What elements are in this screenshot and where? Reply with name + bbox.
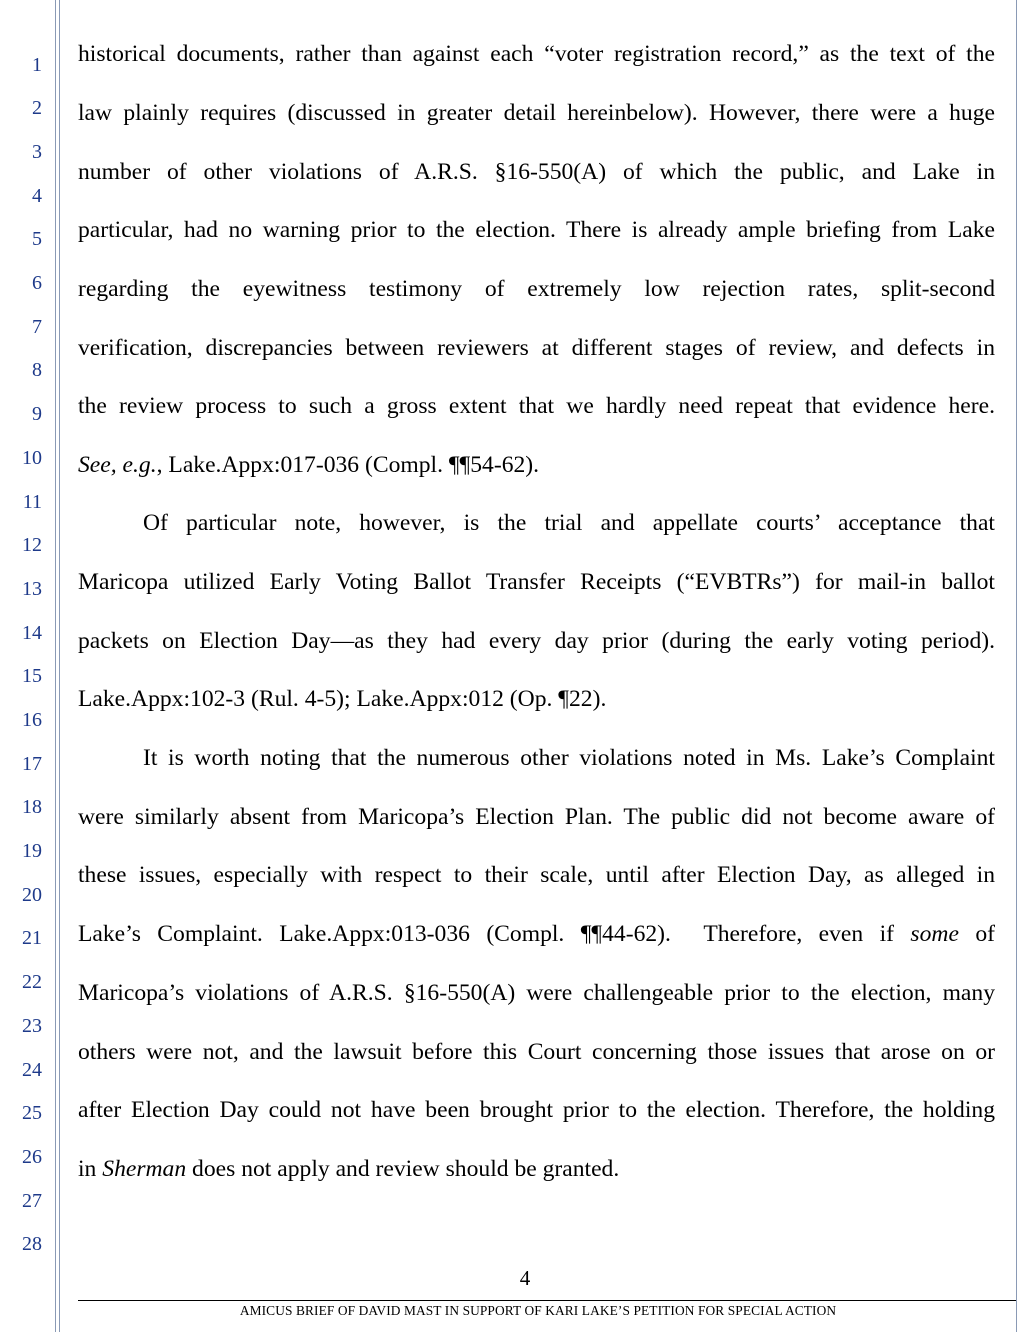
line-number: 26 — [22, 1146, 42, 1168]
line-number: 20 — [22, 884, 42, 906]
text-run: of — [958, 921, 995, 947]
text-line: the review process to such a gross extent that we hardly need repeat that evidence here. — [78, 393, 995, 419]
text-line: verification, discrepancies between reviewers at different stages of review, and defects in — [78, 335, 995, 361]
text-line: Maricopa’s violations of A.R.S. §16-550(A) were challengeable prior to the election, many — [78, 980, 995, 1006]
line-number: 24 — [22, 1059, 42, 1081]
line-number: 18 — [22, 796, 42, 818]
text-line: number of other violations of A.R.S. §16-550(A) of which the public, and Lake in — [78, 159, 995, 185]
line-number: 5 — [32, 228, 42, 250]
line-number: 22 — [22, 971, 42, 993]
text-line: regarding the eyewitness testimony of extremely low rejection rates, split-second — [78, 276, 995, 302]
text-line: It is worth noting that the numerous other violations noted in Ms. Lake’s Complaint — [143, 745, 995, 771]
line-number: 25 — [22, 1102, 42, 1124]
line-number: 7 — [32, 316, 42, 338]
text-run: Lake’s Complaint. Lake.Appx:013-036 (Compl. ¶¶44-62). Therefore, even if — [78, 921, 911, 947]
text-run: does not apply and review should be granted. — [186, 1156, 620, 1182]
emphasis-text: some — [910, 921, 959, 947]
citation-text: , Lake.Appx:017-036 (Compl. ¶¶54-62). — [156, 452, 540, 478]
case-name: Sherman — [102, 1156, 187, 1182]
text-line: law plainly requires (discussed in greater detail hereinbelow). However, there were a huge — [78, 100, 995, 126]
text-line — [78, 919, 995, 949]
text-line: packets on Election Day—as they had every day prior (during the early voting period). — [78, 628, 995, 654]
citation-signal: See, e.g. — [78, 452, 157, 478]
line-number: 14 — [22, 622, 42, 644]
footer-caption: AMICUS BRIEF OF DAVID MAST IN SUPPORT OF KARI LAKE’S PETITION FOR SPECIAL ACTION — [239, 1303, 837, 1318]
line-number: 1 — [32, 54, 42, 76]
line-number: 9 — [32, 403, 42, 425]
text-line: Lake.Appx:102-3 (Rul. 4-5); Lake.Appx:012 (Op. ¶22). — [78, 686, 607, 712]
text-line: others were not, and the lawsuit before this Court concerning those issues that arose on or — [78, 1039, 995, 1065]
right-margin-rule — [1016, 0, 1017, 1332]
text-line: Of particular note, however, is the trial and appellate courts’ acceptance that — [143, 510, 995, 536]
line-number: 13 — [22, 578, 42, 600]
line-number: 28 — [22, 1233, 42, 1255]
line-number: 10 — [22, 447, 42, 469]
left-margin-rule-inner — [59, 0, 60, 1332]
line-number: 16 — [22, 709, 42, 731]
line-number: 2 — [32, 97, 42, 119]
line-number: 4 — [32, 185, 42, 207]
line-number: 23 — [22, 1015, 42, 1037]
line-number: 6 — [32, 272, 42, 294]
line-number: 15 — [22, 665, 42, 687]
line-number: 21 — [22, 927, 42, 949]
footer-rule — [78, 1300, 1016, 1301]
line-number: 27 — [22, 1190, 42, 1212]
line-number-column — [0, 0, 50, 1332]
line-number: 12 — [22, 534, 42, 556]
text-line: Maricopa utilized Early Voting Ballot Transfer Receipts (“EVBTRs”) for mail-in ballot — [78, 569, 995, 595]
text-line: were similarly absent from Maricopa’s Election Plan. The public did not become aware of — [78, 804, 995, 830]
line-number: 8 — [32, 359, 42, 381]
text-line: these issues, especially with respect to their scale, until after Election Day, as alleged in — [78, 862, 995, 888]
text-line — [78, 450, 995, 480]
text-line: particular, had no warning prior to the election. There is already ample briefing from Lake — [78, 217, 995, 243]
line-number: 17 — [22, 753, 42, 775]
line-number: 11 — [22, 491, 42, 513]
text-run: in — [78, 1156, 103, 1182]
text-line: historical documents, rather than against each “voter registration record,” as the text of the — [78, 41, 995, 67]
line-number: 3 — [32, 141, 42, 163]
page-number: 4 — [519, 1266, 531, 1290]
line-number: 19 — [22, 840, 42, 862]
text-line: after Election Day could not have been brought prior to the election. Therefore, the holding — [78, 1097, 995, 1123]
left-margin-rule — [55, 0, 56, 1332]
text-line — [78, 1154, 995, 1184]
